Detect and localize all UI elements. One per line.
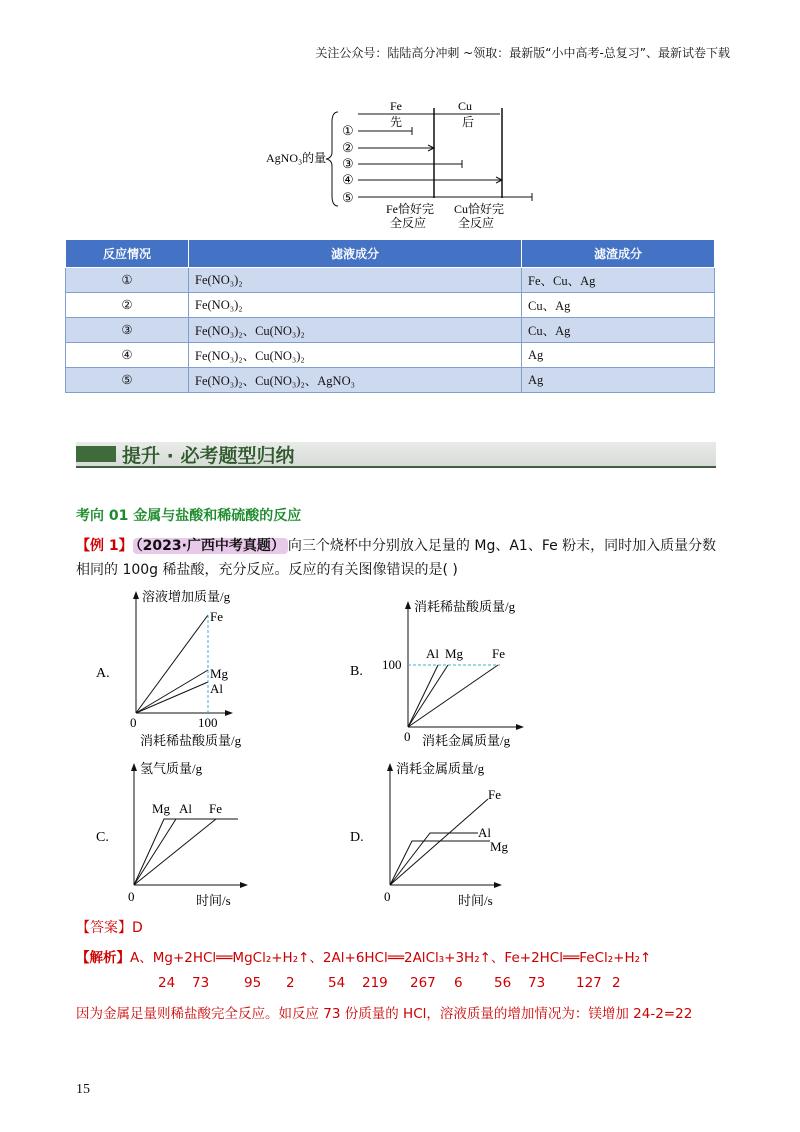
circle-3: ③ — [342, 156, 354, 171]
mass-value: 219 — [362, 975, 388, 991]
case-cell: ① — [66, 268, 189, 293]
answer-line — [76, 917, 143, 937]
cu-label: Cu — [458, 99, 473, 113]
mass-value: 2 — [286, 975, 295, 991]
graph-c-series-fe: Fe — [209, 801, 222, 816]
filtrate-cell: Fe(NO₃)₂、Cu(NO₃)₂ — [189, 343, 522, 368]
mass-value: 56 — [494, 975, 512, 991]
graph-b-ylabel: 消耗稀盐酸质量/g — [414, 599, 516, 614]
graph-b-series-fe: Fe — [492, 646, 505, 661]
table-row — [66, 318, 715, 343]
graph-c — [96, 755, 296, 915]
graph-a-letter: A. — [96, 666, 110, 681]
circle-5: ⑤ — [342, 190, 354, 205]
cu-done-line2: 全反应 — [458, 216, 495, 230]
later-label: 后 — [462, 115, 475, 129]
fe-done-line1: Fe恰好完 — [386, 202, 435, 216]
graph-a-xtick: 100 — [198, 715, 218, 730]
residue-cell: Cu、Ag — [522, 318, 715, 343]
table-row — [66, 293, 715, 318]
graph-b-letter: B. — [350, 664, 363, 679]
graph-d-letter: D. — [350, 830, 364, 845]
mass-value: 267 — [410, 975, 436, 991]
graph-d-ylabel: 消耗金属质量/g — [396, 761, 485, 776]
page-number: 15 — [76, 1082, 90, 1097]
graph-a-xlabel: 消耗稀盐酸质量/g — [140, 733, 242, 748]
circle-4: ④ — [342, 172, 354, 187]
graph-d-series-fe: Fe — [488, 787, 501, 802]
filtrate-cell: Fe(NO₃)₂ — [189, 268, 522, 293]
mass-value: 73 — [192, 975, 210, 991]
graph-b — [350, 595, 560, 755]
fe-label: Fe — [390, 99, 402, 113]
question-source: （2023·广西中考真题） — [133, 538, 288, 554]
mass-value: 95 — [244, 975, 262, 991]
table-header-row — [66, 240, 715, 268]
col-header-case: 反应情况 — [66, 240, 189, 268]
section-title: 提升 · 必考题型归纳 — [122, 445, 295, 467]
analysis-masses — [76, 975, 736, 995]
table-row — [66, 343, 715, 368]
mass-value: 73 — [528, 975, 546, 991]
residue-cell: Cu、Ag — [522, 293, 715, 318]
graph-a — [96, 585, 296, 750]
page-header: 关注公众号：陆陆高分冲刺 ~领取：最新版“小中高考-总复习”、最新试卷下载 — [315, 46, 730, 60]
graph-c-origin: 0 — [128, 889, 135, 904]
graph-d — [350, 755, 550, 915]
mass-value: 127 — [576, 975, 602, 991]
first-label: 先 — [390, 115, 403, 129]
analysis-line — [76, 946, 651, 966]
graph-b-ytick: 100 — [382, 657, 402, 672]
graph-c-series-al: Al — [179, 801, 192, 816]
reaction-table — [65, 239, 715, 393]
mass-value: 54 — [328, 975, 346, 991]
filtrate-cell: Fe(NO₃)₂、Cu(NO₃)₂ — [189, 318, 522, 343]
graph-a-series-mg: Mg — [210, 666, 229, 681]
fe-done-line2: 全反应 — [390, 216, 427, 230]
mass-value: 2 — [612, 975, 621, 991]
topic-title: 考向 01 金属与盐酸和稀硫酸的反应 — [76, 508, 302, 524]
question-text: 向三个烧杯中分别放入足量的 Mg、A1、Fe 粉末，同时加入质量分数相同的 100g 稀盐酸，充分反应。反应的有关图像错误的是( ) — [76, 538, 717, 578]
mass-value: 24 — [158, 975, 176, 991]
case-cell: ② — [66, 293, 189, 318]
residue-cell: Fe、Cu、Ag — [522, 268, 715, 293]
graph-a-origin: 0 — [130, 715, 137, 730]
graph-b-origin: 0 — [404, 729, 411, 744]
graph-b-xlabel: 消耗金属质量/g — [422, 733, 511, 748]
graph-c-letter: C. — [96, 830, 109, 845]
filtrate-cell: Fe(NO₃)₂ — [189, 293, 522, 318]
circle-2: ② — [342, 140, 354, 155]
cu-done-line1: Cu恰好完 — [454, 202, 505, 216]
analysis-explanation: 因为金属足量则稀盐酸完全反应。如反应 73 份质量的 HCl，溶液质量的增加情况为：镁增加 24-2=22 — [76, 1006, 693, 1022]
col-header-filtrate: 滤液成分 — [189, 240, 522, 268]
graph-c-xlabel: 时间/s — [196, 893, 231, 908]
case-cell: ④ — [66, 343, 189, 368]
graph-d-xlabel: 时间/s — [458, 893, 493, 908]
residue-cell: Ag — [522, 343, 715, 368]
graph-c-ylabel: 氢气质量/g — [140, 761, 203, 776]
analysis-equations: A、Mg+2HCl══MgCl₂+H₂↑、2Al+6HCl══2AlCl₃+3H₂↑、Fe+2HCl══FeCl₂+H₂↑ — [130, 950, 652, 966]
agno3-label: AgNO₃的量 — [266, 151, 327, 165]
graph-d-origin: 0 — [384, 889, 391, 904]
graph-d-series-mg: Mg — [490, 839, 509, 854]
graph-c-series-mg: Mg — [152, 801, 171, 816]
graph-a-series-fe: Fe — [210, 609, 223, 624]
reaction-sequence-diagram — [262, 98, 552, 233]
circle-1: ① — [342, 123, 354, 138]
mass-value: 6 — [454, 975, 463, 991]
section-ribbon-icon — [76, 446, 116, 462]
analysis-tag: 【解析】 — [76, 950, 130, 966]
question-block — [76, 534, 726, 582]
sequence-rows — [342, 123, 532, 205]
graph-b-series-mg: Mg — [445, 646, 464, 661]
graph-b-series-al: Al — [426, 646, 439, 661]
graph-a-ylabel: 溶液增加质量/g — [142, 589, 231, 604]
answer-value: D — [132, 920, 143, 936]
col-header-residue: 滤渣成分 — [522, 240, 715, 268]
case-cell: ⑤ — [66, 368, 189, 393]
graph-d-series-al: Al — [478, 825, 491, 840]
case-cell: ③ — [66, 318, 189, 343]
filtrate-cell: Fe(NO₃)₂、Cu(NO₃)₂、AgNO₃ — [189, 368, 522, 393]
table-row — [66, 268, 715, 293]
graph-a-series-al: Al — [210, 681, 223, 696]
table-row — [66, 368, 715, 393]
question-tag: 【例 1】 — [76, 538, 133, 554]
residue-cell: Ag — [522, 368, 715, 393]
answer-tag: 【答案】 — [76, 920, 132, 936]
